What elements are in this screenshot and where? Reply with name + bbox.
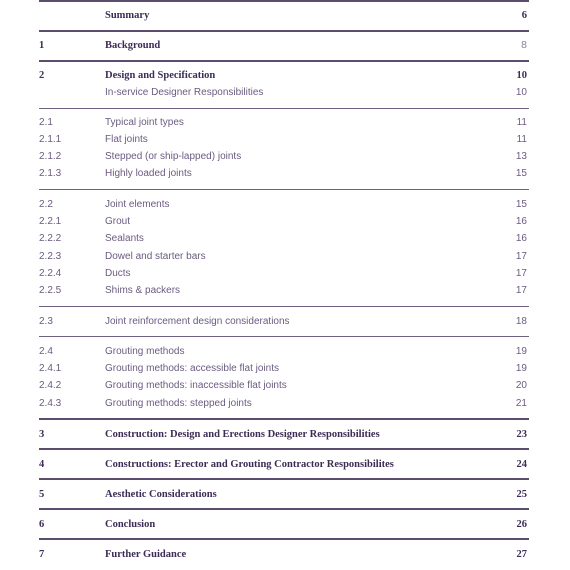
divider	[39, 538, 529, 540]
toc-entry-6[interactable]	[0, 516, 570, 533]
entry-title: Ducts	[105, 268, 131, 279]
entry-page: 18	[515, 316, 527, 327]
entry-title: Stepped (or ship-lapped) joints	[105, 151, 242, 162]
entry-title: Background	[105, 40, 161, 51]
toc-entry-3[interactable]	[0, 426, 570, 443]
entry-title: Construction: Design and Erections Designer Responsibilities	[105, 429, 380, 440]
entry-page: 15	[515, 199, 527, 210]
entry-title: Grouting methods	[105, 346, 185, 357]
entry-number: 2.1.2	[39, 151, 62, 162]
entry-title: In-service Designer Responsibilities	[105, 87, 264, 98]
entry-page: 11	[516, 117, 527, 128]
entry-page: 24	[516, 459, 527, 470]
entry-page: 21	[515, 398, 527, 409]
entry-title: Conclusion	[105, 519, 156, 530]
entry-page: 16	[515, 233, 527, 244]
entry-number: 6	[39, 519, 45, 530]
entry-number: 5	[39, 489, 45, 500]
entry-number: 4	[39, 459, 45, 470]
entry-page: 10	[516, 70, 527, 81]
entry-title: Summary	[105, 10, 150, 21]
entry-page: 13	[515, 151, 527, 162]
toc-entry-2-2-3[interactable]	[0, 248, 570, 265]
divider	[39, 336, 529, 337]
toc-entry-2-2-2[interactable]	[0, 230, 570, 247]
divider	[39, 418, 529, 420]
divider	[39, 478, 529, 480]
entry-page: 19	[515, 346, 527, 357]
divider	[39, 306, 529, 307]
entry-title: Joint elements	[105, 199, 170, 210]
toc-entry-2-1-1[interactable]	[0, 131, 570, 148]
entry-page: 15	[515, 168, 527, 179]
entry-number: 2.4.2	[39, 380, 62, 391]
entry-number: 2.2.1	[39, 216, 62, 227]
entry-page: 11	[516, 134, 527, 145]
entry-number: 2.4	[39, 346, 53, 357]
divider	[39, 108, 529, 109]
entry-page: 10	[515, 87, 527, 98]
entry-title: Grouting methods: accessible flat joints	[105, 363, 279, 374]
entry-number: 2	[39, 70, 45, 81]
divider	[39, 30, 529, 32]
toc-entry-design[interactable]	[0, 67, 570, 84]
toc-entry-2-1-3[interactable]	[0, 165, 570, 182]
entry-number: 3	[39, 429, 45, 440]
entry-number: 2.2.2	[39, 233, 62, 244]
divider	[39, 448, 529, 450]
entry-page: 8	[521, 39, 527, 51]
entry-page: 25	[516, 489, 527, 500]
toc-entry-2-4-1[interactable]	[0, 360, 570, 377]
entry-page: 6	[521, 10, 527, 21]
entry-page: 17	[515, 268, 527, 279]
entry-number: 1	[39, 40, 45, 51]
entry-number: 2.4.1	[39, 363, 62, 374]
divider	[39, 60, 529, 62]
toc-entry-2-1[interactable]	[0, 114, 570, 131]
toc-entry-2-3[interactable]	[0, 313, 570, 330]
entry-number: 2.2.3	[39, 251, 62, 262]
toc-entry-2-1-2[interactable]	[0, 148, 570, 165]
toc-entry-2-4[interactable]	[0, 343, 570, 360]
toc-entry-2-2[interactable]	[0, 196, 570, 213]
toc-entry-2-2-5[interactable]	[0, 282, 570, 299]
entry-number: 2.3	[39, 316, 53, 327]
toc-entry-background[interactable]	[0, 37, 570, 54]
entry-title: Grout	[105, 216, 131, 227]
entry-page: 27	[516, 549, 527, 560]
entry-title: Grouting methods: inaccessible flat joints	[105, 380, 287, 391]
entry-number: 2.2.4	[39, 268, 62, 279]
toc-entry-4[interactable]	[0, 456, 570, 473]
entry-number: 2.4.3	[39, 398, 62, 409]
toc-entry-7[interactable]	[0, 546, 570, 563]
entry-page: 17	[515, 251, 527, 262]
toc-entry-summary[interactable]	[0, 7, 570, 24]
entry-page: 16	[515, 216, 527, 227]
entry-title: Constructions: Erector and Grouting Contractor Responsibilites	[105, 459, 394, 470]
entry-number: 2.1.1	[39, 134, 62, 145]
entry-page: 23	[516, 429, 527, 440]
toc-entry-in-service[interactable]	[0, 84, 570, 101]
entry-title: Sealants	[105, 233, 144, 244]
divider	[39, 189, 529, 190]
toc-entry-2-2-1[interactable]	[0, 213, 570, 230]
entry-number: 2.1	[39, 117, 53, 128]
entry-title: Grouting methods: stepped joints	[105, 398, 252, 409]
entry-number: 2.1.3	[39, 168, 62, 179]
entry-title: Shims & packers	[105, 285, 181, 296]
entry-page: 19	[515, 363, 527, 374]
divider	[39, 508, 529, 510]
entry-title: Typical joint types	[105, 117, 184, 128]
entry-page: 26	[516, 519, 527, 530]
toc-entry-2-2-4[interactable]	[0, 265, 570, 282]
entry-title: Flat joints	[105, 134, 148, 145]
entry-number: 2.2.5	[39, 285, 62, 296]
entry-title: Further Guidance	[105, 549, 187, 560]
entry-title: Dowel and starter bars	[105, 251, 206, 262]
entry-number: 7	[39, 549, 45, 560]
entry-page: 20	[515, 380, 527, 391]
toc-entry-5[interactable]	[0, 486, 570, 503]
divider	[39, 0, 529, 2]
toc-entry-2-4-2[interactable]	[0, 377, 570, 394]
entry-title: Aesthetic Considerations	[105, 489, 217, 500]
entry-title: Joint reinforcement design considerations	[105, 316, 290, 327]
entry-number: 2.2	[39, 199, 53, 210]
toc-entry-2-4-3[interactable]	[0, 395, 570, 412]
entry-title: Highly loaded joints	[105, 168, 192, 179]
entry-title: Design and Specification	[105, 70, 216, 81]
entry-page: 17	[515, 285, 527, 296]
